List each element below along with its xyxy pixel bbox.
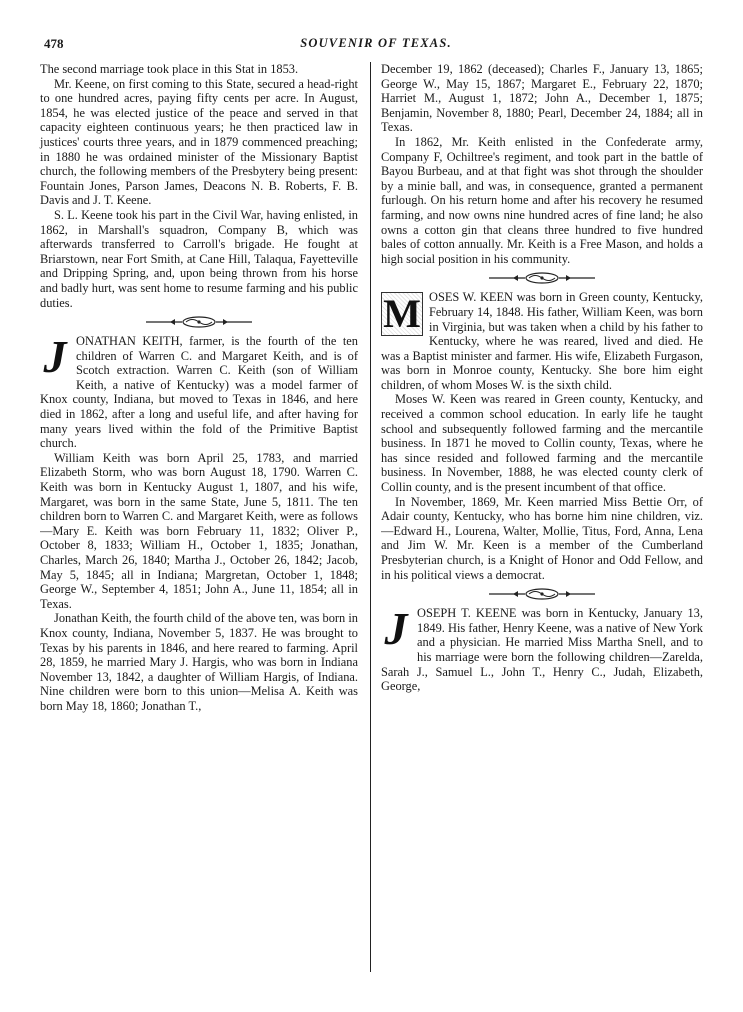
ornament-divider bbox=[40, 310, 358, 334]
page-header bbox=[44, 34, 708, 54]
drop-cap: J bbox=[384, 606, 408, 655]
paragraph-text: farmer, is the fourth of the ten children of Warren C. and Margaret Keith, and is of Scotch extraction. Warren C. Keith (son of William Keith, a native of Kentucky) was a model farmer of Knox county, Indiana, but moved to Texas in 1846, and here died in 1862, after a long and useful life, and after having for many years lived within the fold of the Primitive Baptist church. bbox=[40, 334, 358, 451]
article-moses-w-keen bbox=[381, 290, 703, 582]
paragraph: In November, 1869, Mr. Keen married Miss Bettie Orr, of Adair county, Kentucky, who has borne him nine children, viz.—Edward H., Lourena, Walter, Mollie, Titus, Ford, Anna, Lena and Jim W. Mr. Keen is a member of the Cumberland Presbyterian church, is a Knight of Honor and Odd Fellow, and in his political views a democrat. bbox=[381, 494, 703, 582]
paragraph: S. L. Keene took his part in the Civil War, having enlisted, in 1862, in Marshall's squadron, Company B, which was afterwards transferred to Carroll's brigade. He fought at Briarstown, near Fort Smith, at Cane Hill, Talaqua, Fayetteville and Dripping Spring, and, upon being thrown from his horse and badly hurt, was sent home to resume farming and his public duties. bbox=[40, 207, 358, 310]
paragraph bbox=[381, 290, 703, 392]
paragraph-text: was born in Green county, Kentucky, February 14, 1848. His father, William Keen, was born in Virginia, but was taken when a child by his father to Kentucky, where he was reared, lived and died. He was a Baptist minister and farmer. His wife, Elizabeth Furgason, was born in Monroe county, Kentucky. She bore him eight children, of whom Moses W. is the sixth child. bbox=[381, 290, 703, 392]
drop-cap: M bbox=[381, 292, 423, 336]
article-joseph-t-keene bbox=[381, 606, 703, 694]
page-number: 478 bbox=[44, 36, 64, 51]
ornament-divider-icon bbox=[487, 272, 597, 284]
paragraph bbox=[381, 606, 703, 694]
running-head: SOUVENIR OF TEXAS. bbox=[300, 36, 452, 50]
paragraph: William Keith was born April 25, 1783, and married Elizabeth Storm, who was born August 18, 1790. Warren C. Keith was born in Kentucky August 1, 1807, and his wife, Margaret, was born in the same State, June 5, 1811. The ten children born to Warren C. and Margaret Keith, were as follows—Mary E. Keith was born February 11, 1832; Oliver P., October 8, 1833; William H., October 1, 1835; Jonathan, Charles, March 26, 1840; Martha J., October 26, 1842; Jacob, May 5, 1845; all in Indiana; Margretan, October 1, 1848; George W., September 4, 1851; John A., June 11, 1854; all in Texas. bbox=[40, 450, 358, 611]
subject-name: OSEPH T. KEENE bbox=[417, 606, 517, 621]
column-rule bbox=[370, 62, 371, 972]
ornament-divider-icon bbox=[144, 316, 254, 328]
paragraph: In 1862, Mr. Keith enlisted in the Confederate army, Company F, Ochiltree's regiment, and took part in the battle of Bayou Burbeau, and at that fight was shot through the shoulder by a minie ball, and was, in consequence, granted a permanent furlough. On his return home and after his recovery he resumed farming, and now owns nine hundred acres of fine land; he also owns a cotton gin that cleans three hundred to five hundred bales of cotton annually. Mr. Keith is a Free Mason, and holds a high social position in his community. bbox=[381, 134, 703, 266]
article-jonathan-keith bbox=[40, 334, 358, 713]
right-column bbox=[381, 62, 703, 694]
drop-cap: J bbox=[43, 334, 67, 383]
paragraph: December 19, 1862 (deceased); Charles F., January 13, 1865; George W., May 15, 1867; Margaret E., February 22, 1870; Harriet M., August 1, 1872; John A., December 1, 1875; Benjamin, November 8, 1880; Pearl, December 24, 1884; all in Texas. bbox=[381, 62, 703, 135]
paragraph: Mr. Keene, on first coming to this State, secured a head-right to one hundred acres, paying fifty cents per acre. In August, 1854, he was elected justice of the peace and served in that capacity eighteen continuous years; he then practiced law in justices' courts three years, and in 1879 commenced preaching; in 1880 he was ordained minister of the Missionary Baptist church, the following members of the Presbytery being present: Fountain Jones, Parson James, Deacons N. B. Roberts, F. B. Davis and J. T. Keene. bbox=[40, 76, 358, 208]
ornament-divider-icon bbox=[487, 588, 597, 600]
left-column bbox=[40, 62, 358, 714]
ornament-divider bbox=[381, 266, 703, 290]
paragraph: Moses W. Keen was reared in Green county, Kentucky, and received a common school education. In early life he taught school and subsequently followed farming and the mercantile business. In 1871 he moved to Collin county, Texas, where he has since resided and followed farming and the mercantile business. In November, 1888, he was elected county clerk of Collin county, and is the present incumbent of that office. bbox=[381, 392, 703, 495]
ornament-divider bbox=[381, 582, 703, 606]
paragraph bbox=[40, 334, 358, 451]
paragraph-text: was born in Kentucky, January 13, 1849. His father, Henry Keene, was a native of New York and a physician. He married Miss Martha Snell, and to his marriage were born the following children—Zarelda, Sarah J., Samuel L., John T., Henry C., Judah, Elizabeth, George, bbox=[381, 606, 703, 694]
subject-name: ONATHAN KEITH, bbox=[76, 334, 183, 349]
paragraph: The second marriage took place in this Stat in 1853. bbox=[40, 62, 299, 76]
paragraph: Jonathan Keith, the fourth child of the above ten, was born in Knox county, Indiana, November 5, 1837. He was brought to Texas by his parents in 1846, and here reared to farming. April 28, 1859, he married Mary J. Hargis, who was born in Indiana November 13, 1842, a daughter of William Hargis, of Indiana. Nine children were born to this union—Melisa A. Keith was born May 18, 1860; Jonathan T., bbox=[40, 611, 358, 713]
subject-name: OSES W. KEEN bbox=[429, 290, 513, 305]
